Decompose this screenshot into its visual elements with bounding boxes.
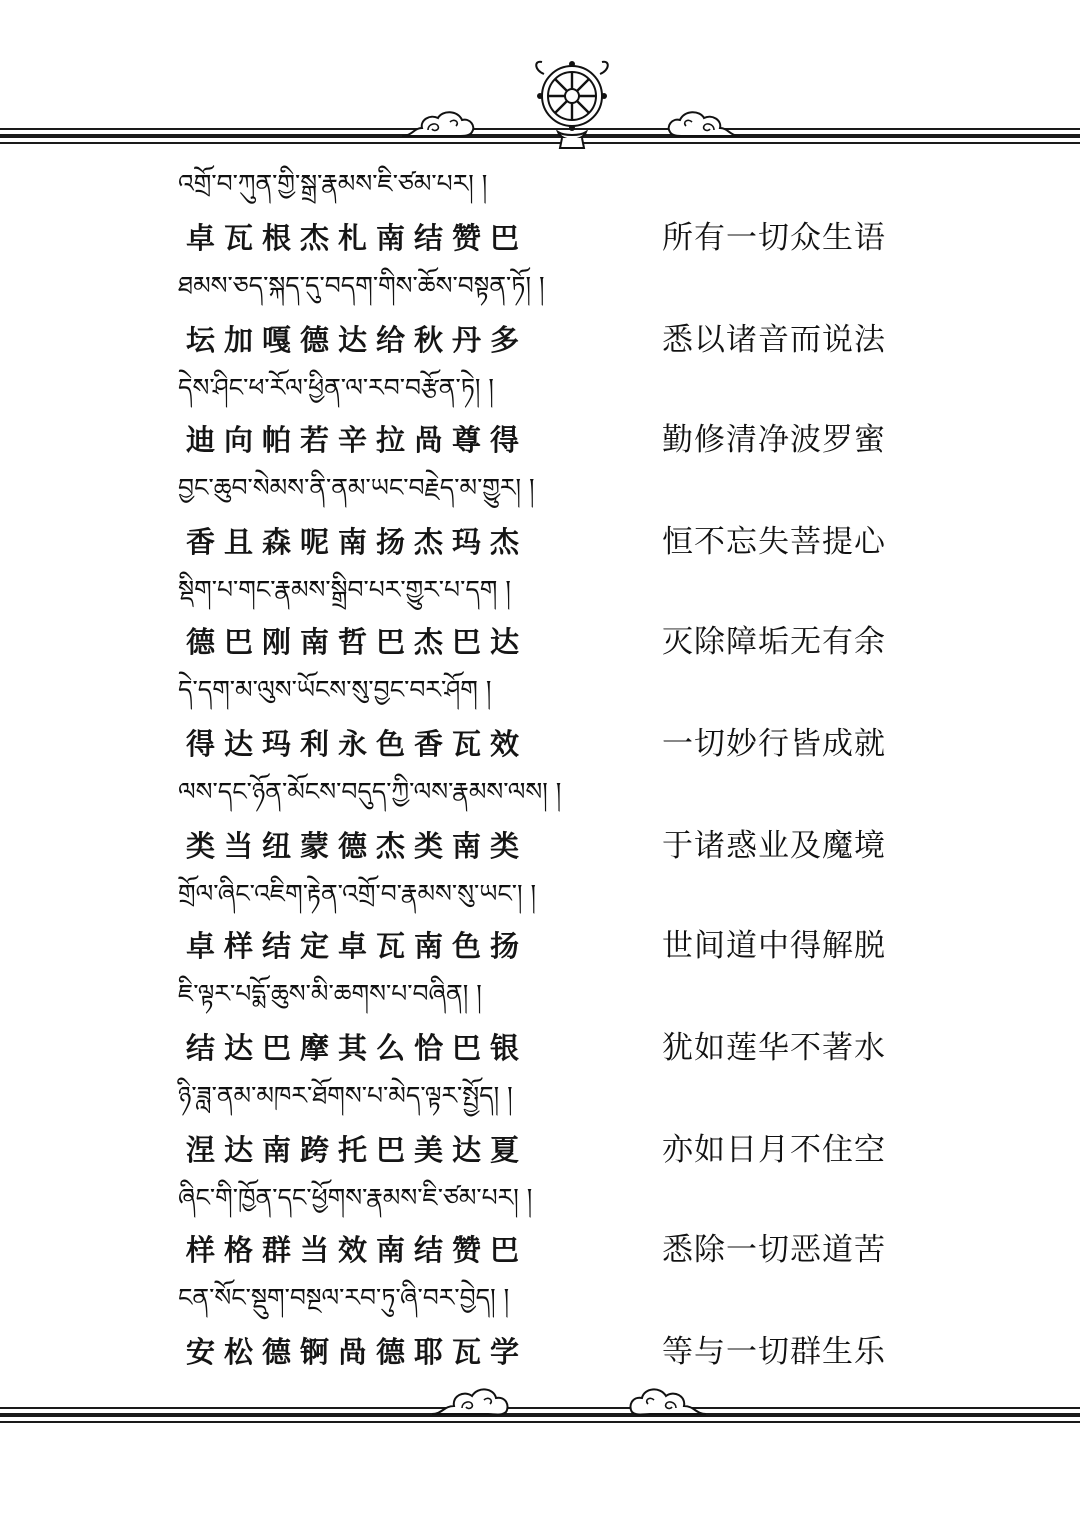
chinese-line: 犹如莲华不著水	[662, 1030, 886, 1066]
chinese-line: 悉除一切恶道苦	[662, 1232, 886, 1268]
transliteration-line: 结达巴摩其么恰巴银	[186, 1031, 529, 1065]
chinese-line: 于诸惑业及魔境	[662, 828, 886, 864]
tibetan-line: ཞིང་གི་ཁྱོན་དང་ཕྱོགས་རྣམས་ཇི་ཙམ་པར། །	[178, 1183, 533, 1212]
transliteration-line: 香且森呢南扬杰玛杰	[186, 525, 529, 559]
chinese-line: 所有一切众生语	[662, 220, 886, 256]
transliteration-line: 卓样结定卓瓦南色扬	[186, 929, 529, 963]
chinese-line: 恒不忘失菩提心	[662, 524, 886, 560]
tibetan-line: དེས་ཤིང་ཕ་རོལ་ཕྱིན་ལ་རབ་བརྩོན་ཏེ། །	[178, 373, 494, 402]
tibetan-line: ཇི་ལྟར་པདྨོ་ཆུས་མི་ཆགས་པ་བཞིན། །	[178, 979, 482, 1008]
chinese-line: 一切妙行皆成就	[662, 726, 886, 762]
tibetan-line: ཉི་ཟླ་ནམ་མཁར་ཐོགས་པ་མེད་ལྟར་སྤྱོད། །	[178, 1081, 513, 1110]
tibetan-line: འགྲོ་བ་ཀུན་གྱི་སྒྲ་རྣམས་ཇི་ཙམ་པར། །	[178, 169, 488, 198]
transliteration-line: 涅达南跨托巴美达夏	[186, 1133, 529, 1167]
bottom-border	[0, 1407, 1080, 1429]
tibetan-line: ལས་དང་ཉོན་མོངས་བདུད་ཀྱི་ལས་རྣམས་ལས། །	[178, 777, 562, 806]
transliteration-line: 安松德锕咼德耶瓦学	[186, 1335, 529, 1369]
chinese-line: 勤修清净波罗蜜	[662, 422, 886, 458]
cloud-icon	[428, 1384, 512, 1420]
chinese-line: 亦如日月不住空	[662, 1132, 886, 1168]
transliteration-line: 得达玛利永色香瓦效	[186, 727, 529, 761]
tibetan-line: གྲོལ་ཞིང་འཇིག་རྟེན་འགྲོ་བ་རྣམས་སུ་ཡང་། །	[178, 879, 537, 908]
transliteration-line: 德巴刚南哲巴杰巴达	[186, 625, 529, 659]
tibetan-line: དེ་དག་མ་ལུས་ཡོངས་སུ་བྱང་བར་ཤོག །	[178, 675, 492, 704]
transliteration-line: 类当纽蒙德杰类南类	[186, 829, 529, 863]
chinese-line: 等与一切群生乐	[662, 1334, 886, 1370]
transliteration-line: 卓瓦根杰札南结赞巴	[186, 221, 529, 255]
transliteration-line: 坛加嘎德达给秋丹多	[186, 323, 529, 357]
cloud-icon	[626, 1384, 710, 1420]
tibetan-line: བྱང་ཆུབ་སེམས་ནི་ནམ་ཡང་བརྗེད་མ་གྱུར། །	[178, 473, 535, 502]
chinese-line: 悉以诸音而说法	[662, 322, 886, 358]
chinese-line: 灭除障垢无有余	[662, 624, 886, 660]
chinese-line: 世间道中得解脱	[662, 928, 886, 964]
tibetan-line: ངན་སོང་སྡུག་བསྔལ་རབ་ཏུ་ཞི་བར་བྱེད། །	[178, 1283, 510, 1312]
tibetan-line: ཐམས་ཅད་སྐད་དུ་བདག་གིས་ཆོས་བསྟན་ཏོ། །	[178, 271, 545, 300]
transliteration-line: 迪向帕若辛拉咼尊得	[186, 423, 529, 457]
tibetan-line: སྡིག་པ་གང་རྣམས་སྒྲིབ་པར་གྱུར་པ་དག །	[178, 575, 511, 604]
transliteration-line: 样格群当效南结赞巴	[186, 1233, 529, 1267]
